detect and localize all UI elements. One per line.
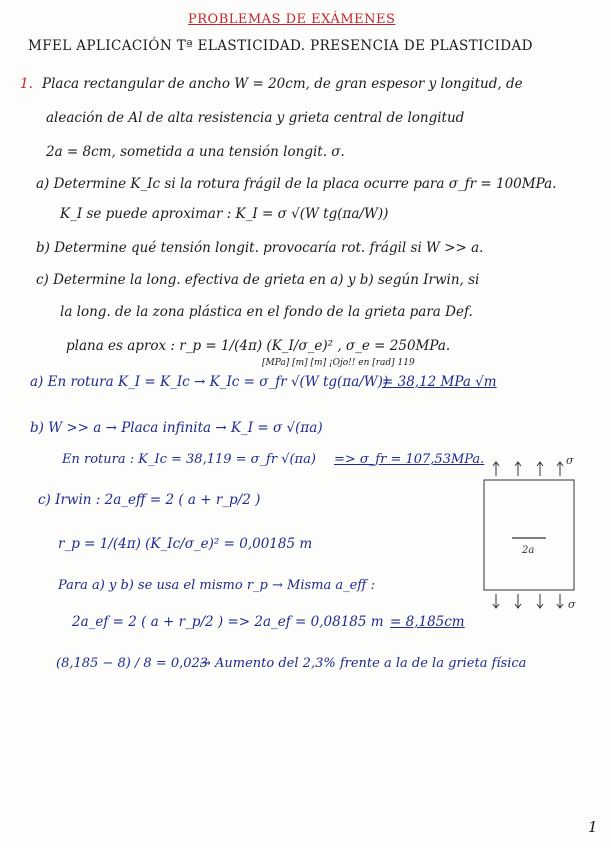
question-c-line-3: plana es aprox : r_p = 1/(4π) (K_I/σ_e)² , σ_e = 250MPa. <box>66 338 451 354</box>
solution-b-result: => σ_fr = 107,53MPa. <box>334 452 485 467</box>
question-c-line-1: c) Determine la long. efectiva de grieta en a) y b) según Irwin, si <box>36 272 480 288</box>
sigma-bottom-label: σ <box>568 598 576 611</box>
solution-c-line-5b: → Aumento del 2,3% frente a la de la grieta física <box>200 656 527 671</box>
solution-c-result: = 8,185cm <box>390 614 465 630</box>
tension-arrows-bottom <box>493 594 563 608</box>
question-b: b) Determine qué tensión longit. provocaría rot. frágil si W >> a. <box>36 240 484 256</box>
solution-a-result: = 38,12 MPa √m <box>382 374 497 390</box>
problem-line-2: aleación de Al de alta resistencia y grieta central de longitud <box>46 110 465 126</box>
solution-c-line-2: r_p = 1/(4π) (K_Ic/σ_e)² = 0,00185 m <box>58 536 313 552</box>
solution-c-line-1: c) Irwin : 2a_eff = 2 ( a + r_p/2 ) <box>38 492 261 508</box>
plate-outline <box>484 480 574 590</box>
sigma-top-label: σ <box>566 454 574 467</box>
plate-figure <box>476 452 586 622</box>
problem-line-3: 2a = 8cm, sometida a una tensión longit. σ. <box>46 144 345 160</box>
page-title: PROBLEMAS DE EXÁMENES <box>188 12 396 27</box>
solution-b-line-1: b) W >> a → Placa infinita → K_I = σ √(πa) <box>30 420 323 436</box>
solution-c-line-3: Para a) y b) se usa el mismo r_p → Misma a_eff : <box>58 578 376 593</box>
page-subtitle: MFEL APLICACIÓN Tª ELASTICIDAD. PRESENCIA DE PLASTICIDAD <box>28 38 533 54</box>
crack-length-label: 2a <box>522 545 535 556</box>
page-number: 1 <box>588 818 598 836</box>
solution-c-line-5a: (8,185 − 8) / 8 = 0,023 <box>56 656 209 671</box>
question-a-line-1: a) Determine K_Ic si la rotura frágil de la placa ocurre para σ_fr = 100MPa. <box>36 176 557 192</box>
question-a-line-2: K_I se puede aproximar : K_I = σ √(W tg(πa/W)) <box>60 206 389 222</box>
problem-line-1: Placa rectangular de ancho W = 20cm, de gran espesor y longitud, de <box>42 76 523 92</box>
tension-arrows-top <box>493 462 563 476</box>
units-note: [MPa] [m] [m] ¡Ojo!! en [rad] 119 <box>262 358 415 368</box>
solution-b-line-2-a: En rotura : K_Ic = 38,119 = σ_fr √(πa) <box>62 452 316 467</box>
solution-c-line-4a: 2a_ef = 2 ( a + r_p/2 ) => 2a_ef = 0,08185 m <box>72 614 384 630</box>
question-c-line-2: la long. de la zona plástica en el fondo de la grieta para Def. <box>60 304 473 320</box>
problem-number: 1. <box>20 76 33 92</box>
solution-a-text: a) En rotura K_I = K_Ic → K_Ic = σ_fr √(W tg(πa/W)) <box>30 374 389 390</box>
